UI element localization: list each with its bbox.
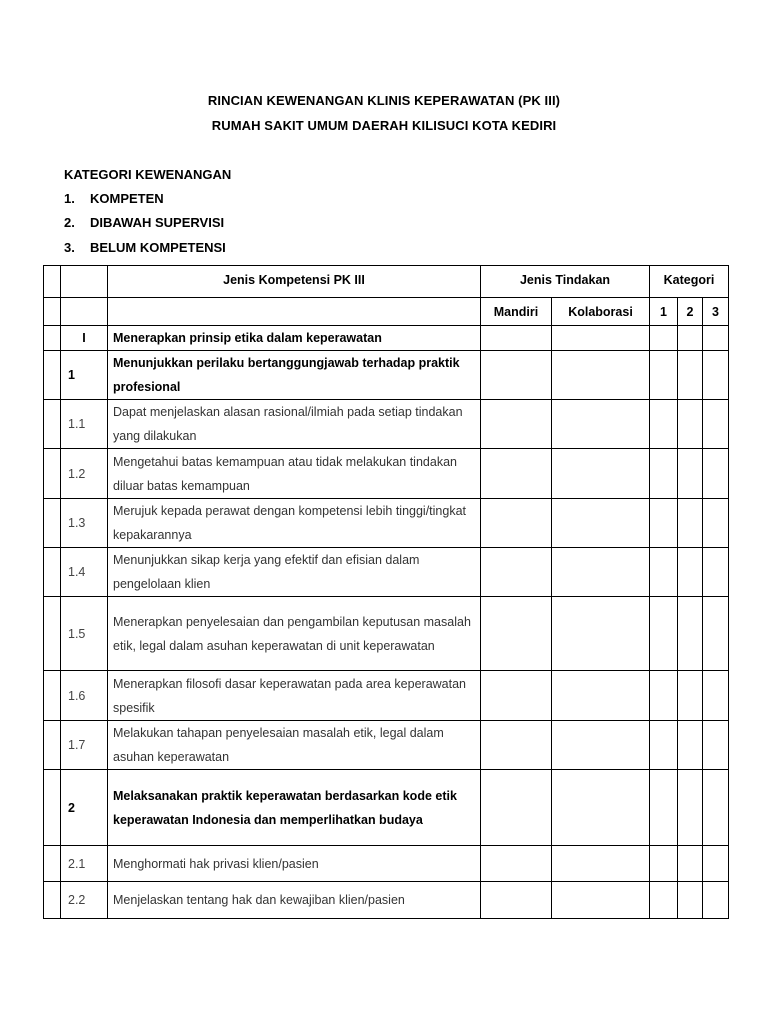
kategori-3-cell[interactable] <box>703 721 729 770</box>
mandiri-cell[interactable] <box>481 721 552 770</box>
table-cell <box>44 351 61 400</box>
table-cell <box>44 326 61 351</box>
mandiri-cell[interactable] <box>481 597 552 671</box>
kategori-1-cell[interactable] <box>650 770 678 846</box>
kategori-2-cell[interactable] <box>678 548 703 597</box>
table-row <box>44 721 729 770</box>
kategori-2-cell[interactable] <box>678 882 703 919</box>
kategori-2-cell[interactable] <box>678 597 703 671</box>
table-row <box>44 671 729 721</box>
kategori-2-cell[interactable] <box>678 770 703 846</box>
competency-table <box>43 265 729 919</box>
subheader-kategori-1: 1 <box>650 298 678 326</box>
row-number: 1 <box>61 351 108 400</box>
header-jenis-kompetensi: Jenis Kompetensi PK III <box>108 266 481 298</box>
category-item-2 <box>64 215 224 230</box>
row-number: 1.2 <box>61 449 108 499</box>
table-row <box>44 400 729 449</box>
kolaborasi-cell[interactable] <box>552 882 650 919</box>
mandiri-cell[interactable] <box>481 548 552 597</box>
table-cell <box>44 548 61 597</box>
kategori-2-cell[interactable] <box>678 846 703 882</box>
row-text: Mengetahui batas kemampuan atau tidak melakukan tindakan diluar batas kemampuan <box>108 449 481 499</box>
kategori-3-cell[interactable] <box>703 351 729 400</box>
kategori-1-cell[interactable] <box>650 597 678 671</box>
kategori-1-cell[interactable] <box>650 548 678 597</box>
row-text: Melakukan tahapan penyelesaian masalah etik, legal dalam asuhan keperawatan <box>108 721 481 770</box>
document-title: RINCIAN KEWENANGAN KLINIS KEPERAWATAN (PK III) <box>207 93 561 108</box>
table-subheader-row <box>44 298 729 326</box>
kolaborasi-cell[interactable] <box>552 449 650 499</box>
table-row <box>44 351 729 400</box>
kategori-1-cell[interactable] <box>650 846 678 882</box>
table-cell <box>61 266 108 298</box>
kategori-1-cell[interactable] <box>650 499 678 548</box>
row-text: Menghormati hak privasi klien/pasien <box>108 846 481 882</box>
table-row <box>44 326 729 351</box>
table-row <box>44 882 729 919</box>
kategori-3-cell[interactable] <box>703 400 729 449</box>
row-text: Melaksanakan praktik keperawatan berdasarkan kode etik keperawatan Indonesia dan memperlihatkan budaya <box>108 770 481 846</box>
subheader-kolaborasi: Kolaborasi <box>552 298 650 326</box>
row-number: 2 <box>61 770 108 846</box>
table-cell <box>44 882 61 919</box>
mandiri-cell[interactable] <box>481 846 552 882</box>
kategori-1-cell[interactable] <box>650 671 678 721</box>
table-cell <box>61 298 108 326</box>
kategori-3-cell[interactable] <box>703 449 729 499</box>
table-cell <box>44 671 61 721</box>
table-cell <box>44 770 61 846</box>
mandiri-cell[interactable] <box>481 326 552 351</box>
kolaborasi-cell[interactable] <box>552 671 650 721</box>
kategori-3-cell[interactable] <box>703 882 729 919</box>
kolaborasi-cell[interactable] <box>552 770 650 846</box>
kolaborasi-cell[interactable] <box>552 351 650 400</box>
row-number: 1.1 <box>61 400 108 449</box>
category-item-label: BELUM KOMPETENSI <box>90 240 226 255</box>
mandiri-cell[interactable] <box>481 351 552 400</box>
kategori-2-cell[interactable] <box>678 721 703 770</box>
row-number: 1.7 <box>61 721 108 770</box>
kategori-3-cell[interactable] <box>703 499 729 548</box>
kategori-2-cell[interactable] <box>678 351 703 400</box>
category-heading: KATEGORI KEWENANGAN <box>64 167 232 182</box>
row-text: Dapat menjelaskan alasan rasional/ilmiah pada setiap tindakan yang dilakukan <box>108 400 481 449</box>
kategori-3-cell[interactable] <box>703 597 729 671</box>
category-item-3 <box>64 240 226 255</box>
row-number: 1.3 <box>61 499 108 548</box>
header-kategori: Kategori <box>650 266 729 298</box>
header-jenis-tindakan: Jenis Tindakan <box>481 266 650 298</box>
subheader-kategori-3: 3 <box>703 298 729 326</box>
kategori-2-cell[interactable] <box>678 326 703 351</box>
kolaborasi-cell[interactable] <box>552 499 650 548</box>
table-cell <box>44 400 61 449</box>
row-text: Menunjukkan sikap kerja yang efektif dan efisian dalam pengelolaan klien <box>108 548 481 597</box>
kolaborasi-cell[interactable] <box>552 597 650 671</box>
table-cell <box>44 449 61 499</box>
subheader-kategori-2: 2 <box>678 298 703 326</box>
table-row <box>44 548 729 597</box>
row-number: 1.6 <box>61 671 108 721</box>
table-cell <box>44 266 61 298</box>
kategori-2-cell[interactable] <box>678 671 703 721</box>
kategori-1-cell[interactable] <box>650 721 678 770</box>
table-cell <box>44 298 61 326</box>
kategori-1-cell[interactable] <box>650 351 678 400</box>
category-item-1 <box>64 191 164 206</box>
kategori-2-cell[interactable] <box>678 400 703 449</box>
table-row <box>44 597 729 671</box>
mandiri-cell[interactable] <box>481 671 552 721</box>
table-cell <box>44 721 61 770</box>
kolaborasi-cell[interactable] <box>552 846 650 882</box>
mandiri-cell[interactable] <box>481 449 552 499</box>
table-cell <box>108 298 481 326</box>
category-item-number: 1. <box>64 191 75 206</box>
kategori-1-cell[interactable] <box>650 400 678 449</box>
table-row <box>44 846 729 882</box>
table-header-row <box>44 266 729 298</box>
kategori-1-cell[interactable] <box>650 326 678 351</box>
row-number: I <box>61 326 108 351</box>
row-number: 1.5 <box>61 597 108 671</box>
table-row <box>44 770 729 846</box>
kategori-3-cell[interactable] <box>703 671 729 721</box>
category-item-number: 3. <box>64 240 75 255</box>
table-row <box>44 449 729 499</box>
kategori-1-cell[interactable] <box>650 449 678 499</box>
kolaborasi-cell[interactable] <box>552 548 650 597</box>
table-cell <box>44 499 61 548</box>
kategori-2-cell[interactable] <box>678 449 703 499</box>
row-number: 1.4 <box>61 548 108 597</box>
row-text: Menerapkan penyelesaian dan pengambilan keputusan masalah etik, legal dalam asuhan keperawatan di unit keperawatan <box>108 597 481 671</box>
mandiri-cell[interactable] <box>481 882 552 919</box>
row-number: 2.1 <box>61 846 108 882</box>
table-cell <box>44 846 61 882</box>
subheader-mandiri: Mandiri <box>481 298 552 326</box>
kategori-1-cell[interactable] <box>650 882 678 919</box>
kategori-3-cell[interactable] <box>703 846 729 882</box>
kategori-3-cell[interactable] <box>703 770 729 846</box>
row-text: Merujuk kepada perawat dengan kompetensi lebih tinggi/tingkat kepakarannya <box>108 499 481 548</box>
kolaborasi-cell[interactable] <box>552 721 650 770</box>
category-item-label: DIBAWAH SUPERVISI <box>90 215 225 230</box>
kategori-2-cell[interactable] <box>678 499 703 548</box>
category-item-label: KOMPETEN <box>90 191 164 206</box>
document-subtitle: RUMAH SAKIT UMUM DAERAH KILISUCI KOTA KEDIRI <box>211 118 557 133</box>
table-row <box>44 499 729 548</box>
row-text: Menunjukkan perilaku bertanggungjawab terhadap praktik profesional <box>108 351 481 400</box>
kategori-3-cell[interactable] <box>703 548 729 597</box>
row-text: Menerapkan prinsip etika dalam keperawatan <box>108 326 481 351</box>
mandiri-cell[interactable] <box>481 499 552 548</box>
kategori-3-cell[interactable] <box>703 326 729 351</box>
mandiri-cell[interactable] <box>481 770 552 846</box>
category-item-number: 2. <box>64 215 75 230</box>
row-number: 2.2 <box>61 882 108 919</box>
mandiri-cell[interactable] <box>481 400 552 449</box>
row-text: Menerapkan filosofi dasar keperawatan pada area keperawatan spesifik <box>108 671 481 721</box>
row-text: Menjelaskan tentang hak dan kewajiban klien/pasien <box>108 882 481 919</box>
kolaborasi-cell[interactable] <box>552 400 650 449</box>
kolaborasi-cell[interactable] <box>552 326 650 351</box>
table-cell <box>44 597 61 671</box>
